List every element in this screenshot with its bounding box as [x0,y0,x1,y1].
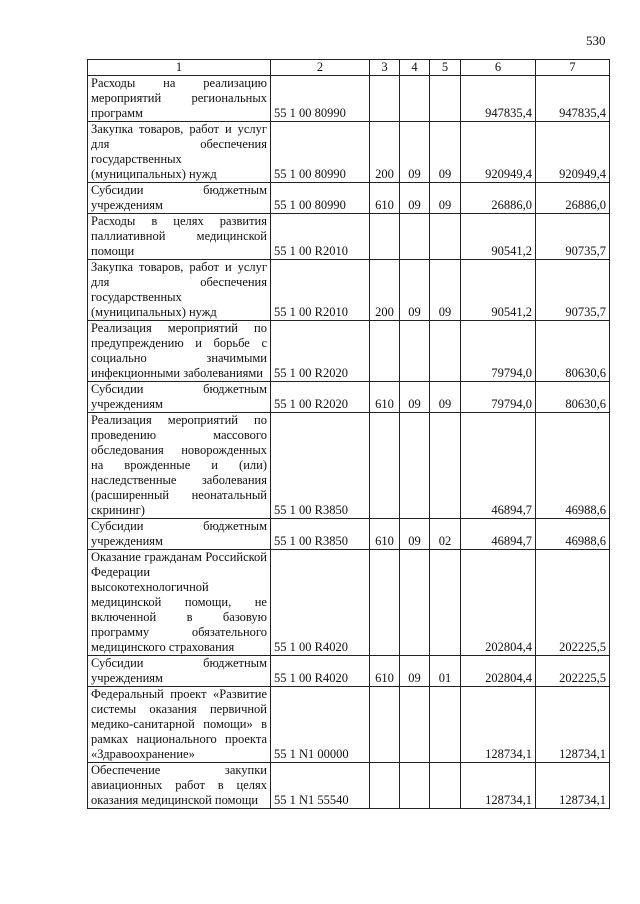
row-name: Обеспечение закупки авиационных работ в целях оказания медицинской помощи [88,763,271,809]
row-code: 55 1 00 R3850 [271,519,370,550]
row-vr [370,214,400,260]
row-name: Реализация мероприятий по предупреждению и борьбе с социально значимыми инфекционными заболеваниями [88,321,271,382]
row-rz: 09 [400,122,430,183]
row-sum1: 79794,0 [461,382,536,413]
table-row [88,260,610,321]
row-rz [400,321,430,382]
row-code: 55 1 00 R2010 [271,260,370,321]
row-sum1: 90541,2 [461,214,536,260]
row-pr: 09 [430,122,461,183]
row-sum2: 128734,1 [536,763,610,809]
table-row [88,214,610,260]
row-code: 55 1 00 80990 [271,76,370,122]
row-vr [370,550,400,656]
col-header-code: 2 [271,60,370,76]
row-code: 55 1 00 R3850 [271,413,370,519]
table-row [88,183,610,214]
col-header-vr: 3 [370,60,400,76]
row-sum1: 26886,0 [461,183,536,214]
row-name: Оказание гражданам Российской Федерации высокотехнологичной медицинской помощи, не включенной в базовую программу обязательного медицинского страхования [88,550,271,656]
col-header-rz: 4 [400,60,430,76]
row-sum1: 46894,7 [461,519,536,550]
table-row [88,321,610,382]
row-name: Закупка товаров, работ и услуг для обеспечения государственных (муниципальных) нужд [88,260,271,321]
row-vr [370,76,400,122]
table-row [88,763,610,809]
row-vr: 610 [370,519,400,550]
row-vr [370,763,400,809]
row-pr: 09 [430,260,461,321]
row-name: Расходы в целях развития паллиативной медицинской помощи [88,214,271,260]
row-rz: 09 [400,519,430,550]
row-rz [400,550,430,656]
row-code: 55 1 00 R2020 [271,382,370,413]
row-rz: 09 [400,382,430,413]
row-sum1: 947835,4 [461,76,536,122]
row-vr [370,413,400,519]
row-sum1: 128734,1 [461,687,536,763]
row-rz: 09 [400,183,430,214]
row-name: Субсидии бюджетным учреждениям [88,656,271,687]
row-sum2: 80630,6 [536,382,610,413]
row-pr [430,214,461,260]
col-header-sum2: 7 [536,60,610,76]
row-code: 55 1 00 R4020 [271,656,370,687]
table-row [88,519,610,550]
row-vr [370,321,400,382]
row-name: Субсидии бюджетным учреждениям [88,382,271,413]
budget-table [87,59,610,809]
row-sum2: 46988,6 [536,519,610,550]
row-vr: 610 [370,183,400,214]
row-name: Закупка товаров, работ и услуг для обеспечения государственных (муниципальных) нужд [88,122,271,183]
row-code: 55 1 N1 55540 [271,763,370,809]
row-pr [430,550,461,656]
row-rz [400,687,430,763]
table-row [88,413,610,519]
row-sum1: 202804,4 [461,550,536,656]
table-row [88,122,610,183]
row-vr [370,687,400,763]
row-sum1: 920949,4 [461,122,536,183]
row-vr: 200 [370,122,400,183]
row-sum1: 202804,4 [461,656,536,687]
row-sum2: 202225,5 [536,656,610,687]
row-sum2: 26886,0 [536,183,610,214]
col-header-pr: 5 [430,60,461,76]
row-vr: 200 [370,260,400,321]
row-sum1: 90541,2 [461,260,536,321]
row-pr [430,413,461,519]
row-rz [400,763,430,809]
row-sum2: 80630,6 [536,321,610,382]
col-header-sum1: 6 [461,60,536,76]
row-sum1: 79794,0 [461,321,536,382]
row-sum1: 46894,7 [461,413,536,519]
table-row [88,656,610,687]
row-pr [430,76,461,122]
row-sum2: 128734,1 [536,687,610,763]
row-name: Субсидии бюджетным учреждениям [88,183,271,214]
table-row [88,550,610,656]
page-number: 530 [586,33,606,48]
row-pr: 02 [430,519,461,550]
row-rz: 09 [400,656,430,687]
row-name: Реализация мероприятий по проведению массового обследования новорожденных на врожденные и (или) наследственные заболевания (расширенный неонатальный скрининг) [88,413,271,519]
row-pr: 09 [430,183,461,214]
row-sum2: 202225,5 [536,550,610,656]
row-sum2: 90735,7 [536,260,610,321]
row-rz [400,76,430,122]
table-row [88,382,610,413]
row-code: 55 1 00 R2010 [271,214,370,260]
row-sum2: 920949,4 [536,122,610,183]
row-sum2: 947835,4 [536,76,610,122]
row-pr: 01 [430,656,461,687]
row-rz [400,413,430,519]
row-rz [400,214,430,260]
row-sum2: 90735,7 [536,214,610,260]
row-vr: 610 [370,382,400,413]
row-code: 55 1 00 80990 [271,183,370,214]
col-header-name: 1 [88,60,271,76]
row-sum2: 46988,6 [536,413,610,519]
row-code: 55 1 00 R2020 [271,321,370,382]
row-pr [430,687,461,763]
row-pr [430,321,461,382]
row-name: Федеральный проект «Развитие системы оказания первичной медико-санитарной помощи» в рамках национального проекта «Здравоохранение» [88,687,271,763]
row-name: Субсидии бюджетным учреждениям [88,519,271,550]
row-rz: 09 [400,260,430,321]
row-pr: 09 [430,382,461,413]
row-code: 55 1 00 R4020 [271,550,370,656]
row-pr [430,763,461,809]
row-code: 55 1 00 80990 [271,122,370,183]
row-name: Расходы на реализацию мероприятий региональных программ [88,76,271,122]
row-sum1: 128734,1 [461,763,536,809]
row-vr: 610 [370,656,400,687]
header-row [88,60,610,76]
row-code: 55 1 N1 00000 [271,687,370,763]
table-row [88,76,610,122]
table-row [88,687,610,763]
